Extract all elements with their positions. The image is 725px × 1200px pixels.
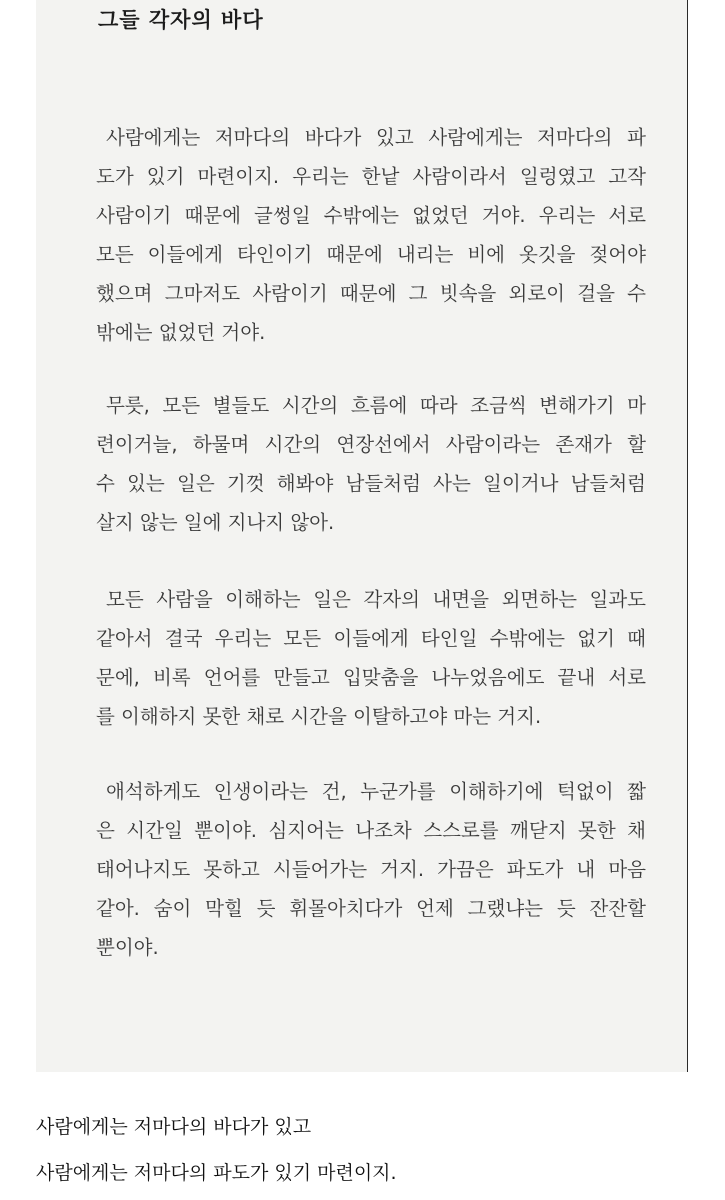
paragraph-line: 를 이해하지 못한 채로 시간을 이탈하고야 마는 거지. <box>96 705 542 728</box>
paragraph-2 <box>96 386 646 542</box>
paragraph-line: 도가 있기 마련이지. 우리는 한낱 사람이라서 일렁였고 고작 <box>96 165 646 188</box>
paragraph-line: 같아서 결국 우리는 모든 이들에게 타인일 수밖에는 없기 때 <box>96 627 646 650</box>
page-title: 그들 각자의 바다 <box>98 7 264 32</box>
paragraph-line: 밖에는 없었던 거야. <box>96 321 266 344</box>
paragraph-line: 뿐이야. <box>96 936 159 959</box>
caption-line-1: 사람에게는 저마다의 바다가 있고 <box>36 1116 312 1138</box>
paragraph-line: 무릇, 모든 별들도 시간의 흐름에 따라 조금씩 변해가기 마 <box>106 394 646 417</box>
paragraph-line: 했으며 그마저도 사람이기 때문에 그 빗속을 외로이 걸을 수 <box>96 282 646 305</box>
paragraph-line: 같아. 숨이 막힐 듯 휘몰아치다가 언제 그랬냐는 듯 잔잔할 <box>96 897 646 920</box>
paragraph-4 <box>96 772 646 967</box>
paragraph-line: 살지 않는 일에 지나지 않아. <box>96 511 335 534</box>
paragraph-line: 문에, 비록 언어를 만들고 입맞춤을 나누었음에도 끝내 서로 <box>96 666 646 689</box>
paragraph-line: 애석하게도 인생이라는 건, 누군가를 이해하기에 턱없이 짧 <box>106 780 646 803</box>
paragraph-3 <box>96 580 646 736</box>
scanned-page <box>36 0 688 1072</box>
caption-line-2: 사람에게는 저마다의 파도가 있기 마련이지. <box>36 1162 397 1184</box>
paragraph-line: 모든 사람을 이해하는 일은 각자의 내면을 외면하는 일과도 <box>106 588 646 611</box>
paragraph-line: 련이거늘, 하물며 시간의 연장선에서 사람이라는 존재가 할 <box>96 433 646 456</box>
paragraph-1 <box>96 118 646 352</box>
paragraph-line: 태어나지도 못하고 시들어가는 거지. 가끔은 파도가 내 마음 <box>96 858 646 881</box>
paragraph-line: 모든 이들에게 타인이기 때문에 내리는 비에 옷깃을 젖어야 <box>96 243 646 266</box>
paragraph-line: 사람에게는 저마다의 바다가 있고 사람에게는 저마다의 파 <box>106 126 646 149</box>
paragraph-line: 사람이기 때문에 글썽일 수밖에는 없었던 거야. 우리는 서로 <box>96 204 646 227</box>
paragraph-line: 수 있는 일은 기껏 해봐야 남들처럼 사는 일이거나 남들처럼 <box>96 472 646 495</box>
paragraph-line: 은 시간일 뿐이야. 심지어는 나조차 스스로를 깨닫지 못한 채 <box>96 819 646 842</box>
